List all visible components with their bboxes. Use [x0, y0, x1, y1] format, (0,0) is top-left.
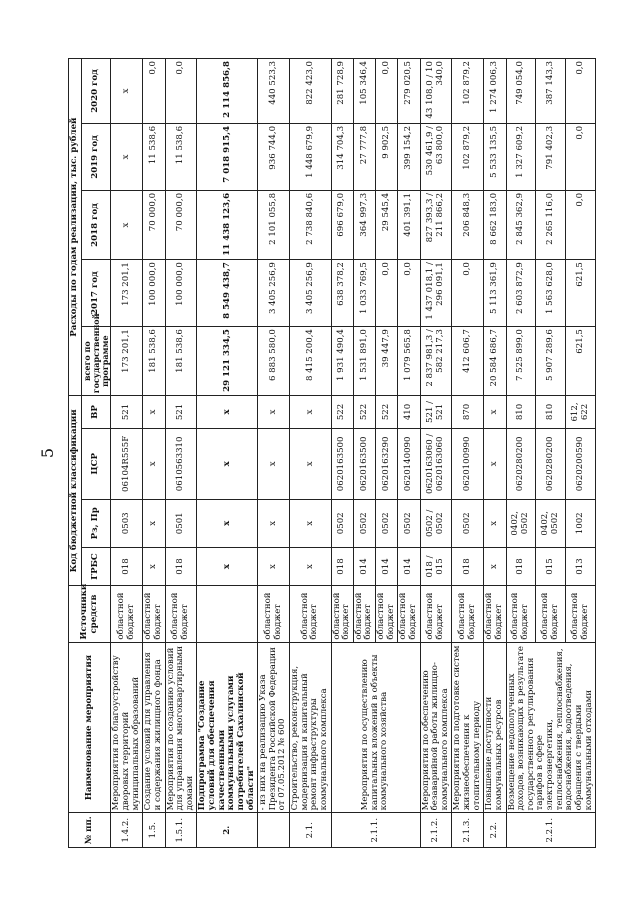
cell-rz: х	[197, 499, 258, 547]
cell-2019: 11 538,6	[143, 123, 165, 190]
cell-source: областной бюджет	[452, 585, 484, 641]
cell-vr: х	[258, 395, 290, 427]
cell-grbs: 018	[331, 547, 353, 586]
cell-2020: 2 114 856,8	[197, 58, 258, 123]
cell-vr: 810	[536, 395, 566, 427]
cell-vr: 870	[452, 395, 484, 427]
cell-grbs: х	[143, 547, 165, 586]
cell-rz: 0402, 0502	[536, 499, 566, 547]
cell-2020: 0,0	[566, 58, 596, 123]
cell-vr: х	[290, 395, 332, 427]
cell-num: 1.5.1.	[165, 812, 197, 847]
header-vr: ВР	[81, 395, 111, 427]
header-budget-code: Код бюджетной классификации	[69, 395, 82, 585]
cell-vr: 521 / 521	[420, 395, 452, 427]
cell-vr: 410	[398, 395, 420, 427]
cell-csr: х	[258, 428, 290, 499]
rotated-content	[38, 58, 594, 848]
cell-2017: 5 113 361,9	[484, 259, 506, 326]
cell-total: 181 538,6	[165, 326, 197, 395]
table-row	[290, 58, 332, 847]
cell-rz: 0502	[331, 499, 353, 547]
table-row	[258, 58, 290, 847]
cell-2018: 2 738 840,6	[290, 190, 332, 259]
cell-num	[258, 812, 290, 847]
cell-2017: 1 563 628,0	[536, 259, 566, 326]
cell-source: областной бюджет	[376, 585, 398, 641]
cell-vr: х	[143, 395, 165, 427]
cell-grbs: х	[290, 547, 332, 586]
cell-num: 1.4.2.	[111, 812, 143, 847]
table-row-subprogram	[197, 58, 258, 847]
cell-num: 2.1.3.	[452, 812, 484, 847]
cell-2017: 0,0	[376, 259, 398, 326]
cell-rz: х	[258, 499, 290, 547]
cell-2019: 0,0	[566, 123, 596, 190]
cell-grbs: х	[484, 547, 506, 586]
cell-csr: 0620100990	[452, 428, 484, 499]
cell-total: 181 538,6	[143, 326, 165, 395]
cell-source: областной бюджет	[536, 585, 566, 641]
cell-rz: 1002	[566, 499, 596, 547]
cell-num: 2.1.	[290, 812, 332, 847]
cell-source: областной бюджет	[143, 585, 165, 641]
cell-2019: 399 154,2	[398, 123, 420, 190]
cell-2019: 11 538,6	[165, 123, 197, 190]
cell-num: 2.2.	[484, 812, 506, 847]
cell-total: 1 079 565,8	[398, 326, 420, 395]
cell-name: Мероприятия по осуществлению капитальных вложений в объекты коммунального хозяйства	[331, 642, 420, 813]
cell-2018: 11 438 123,6	[197, 190, 258, 259]
cell-rz: 0503	[111, 499, 143, 547]
table-row	[165, 58, 197, 847]
cell-csr: 0620163060 / 0620163060	[420, 428, 452, 499]
cell-2020: 440 523,3	[258, 58, 290, 123]
cell-2018: 70 000,0	[165, 190, 197, 259]
cell-2018: 0,0	[566, 190, 596, 259]
cell-source: областной бюджет	[484, 585, 506, 641]
cell-2018: 364 997,3	[353, 190, 375, 259]
cell-csr: 0620163500	[331, 428, 353, 499]
header-sources: Источники средств	[69, 585, 111, 641]
cell-name: Создание условий для управления и содержания жилищного фонда	[143, 642, 165, 813]
cell-vr: 521	[165, 395, 197, 427]
cell-source	[197, 585, 258, 641]
cell-csr: 0620280200	[536, 428, 566, 499]
cell-2017: 100 000,0	[143, 259, 165, 326]
cell-name: Мероприятия по благоустройству дворовых территорий муниципальных образований	[111, 642, 143, 813]
cell-rz: 0502	[376, 499, 398, 547]
header-2018: 2018 год	[81, 190, 111, 259]
cell-num: 2.1.2.	[420, 812, 452, 847]
cell-name: Мероприятия по созданию условий для управления многоквартирными домами	[165, 642, 197, 813]
cell-2019: 1 327 609,2	[506, 123, 536, 190]
page-number: 5	[38, 447, 57, 458]
header-name: Наименование мероприятия	[69, 642, 111, 813]
header-expenses: Расходы по годам реализации, тыс. рублей	[69, 58, 82, 395]
cell-2020: 749 054,0	[506, 58, 536, 123]
cell-2020: 1 274 006,3	[484, 58, 506, 123]
header-2020: 2020 год	[81, 58, 111, 123]
cell-2017: 8 549 438,7	[197, 259, 258, 326]
cell-total: 5 907 289,6	[536, 326, 566, 395]
header-rz: Рз, Пр	[81, 499, 111, 547]
cell-2020: 0,0	[165, 58, 197, 123]
cell-2019: 7 018 915,4	[197, 123, 258, 190]
cell-2018: 827 393,3 / 211 866,2	[420, 190, 452, 259]
cell-2019: 9 902,5	[376, 123, 398, 190]
cell-csr: х	[484, 428, 506, 499]
cell-total: 7 525 899,0	[506, 326, 536, 395]
cell-grbs: 013	[566, 547, 596, 586]
cell-rz: х	[484, 499, 506, 547]
cell-2019: 936 744,0	[258, 123, 290, 190]
cell-total: 6 883 580,0	[258, 326, 290, 395]
cell-rz: 0502	[398, 499, 420, 547]
cell-rz: 0502 / 0502	[420, 499, 452, 547]
cell-csr: 0620163290	[376, 428, 398, 499]
cell-2019: 530 461,9 / 63 800,0	[420, 123, 452, 190]
cell-total: 20 584 686,7	[484, 326, 506, 395]
cell-vr: 521	[111, 395, 143, 427]
cell-num: 2.1.1.	[331, 812, 420, 847]
cell-vr: 522	[331, 395, 353, 427]
cell-grbs: 018	[506, 547, 536, 586]
table-row	[484, 58, 506, 847]
cell-csr: х	[197, 428, 258, 499]
cell-rz: 0402, 0502	[506, 499, 536, 547]
cell-total: 2 837 981,3 / 582 217,3	[420, 326, 452, 395]
cell-grbs: х	[258, 547, 290, 586]
cell-grbs: 018	[165, 547, 197, 586]
cell-total: 173 201,1	[111, 326, 143, 395]
cell-name: Возмещение недополученных доходов, возникающих в результате государственного регулирования тарифов в сфере электроэнергетики, теплоснабжения, теплоснабжения, водоснабжения, водоотведения, обращения с твердыми коммунальными отходами	[506, 642, 596, 813]
cell-name: Мероприятия по обеспечению безаварийной работы жилищно-коммунального комплекса	[420, 642, 452, 813]
cell-2017: 1 437 018,1 / 296 091,1	[420, 259, 452, 326]
cell-source: областной бюджет	[258, 585, 290, 641]
cell-2018: 8 662 183,0	[484, 190, 506, 259]
cell-csr: х	[143, 428, 165, 499]
cell-vr: 522	[376, 395, 398, 427]
cell-2020: 43 108,0 / 10 340,0	[420, 58, 452, 123]
cell-rz: 0502	[353, 499, 375, 547]
cell-source: областной бюджет	[290, 585, 332, 641]
cell-2017: 1 033 769,5	[353, 259, 375, 326]
cell-grbs: 014	[398, 547, 420, 586]
cell-2019: 791 402,3	[536, 123, 566, 190]
cell-csr: х	[290, 428, 332, 499]
cell-source: областной бюджет	[165, 585, 197, 641]
cell-grbs: 014	[376, 547, 398, 586]
cell-2017: 621,5	[566, 259, 596, 326]
cell-csr: 0620200590	[566, 428, 596, 499]
cell-total: 8 415 200,4	[290, 326, 332, 395]
cell-2020: 0,0	[143, 58, 165, 123]
cell-csr: 0610563310	[165, 428, 197, 499]
cell-total: 412 606,7	[452, 326, 484, 395]
cell-rz: 0502	[452, 499, 484, 547]
cell-2017: 3 405 256,9	[290, 259, 332, 326]
cell-2018: 29 545,4	[376, 190, 398, 259]
cell-vr: 810	[506, 395, 536, 427]
cell-2020: 0,0	[376, 58, 398, 123]
cell-2017: 173 201,1	[111, 259, 143, 326]
cell-2020: 102 879,2	[452, 58, 484, 123]
table-row	[143, 58, 165, 847]
cell-source: областной бюджет	[331, 585, 353, 641]
cell-2017: 0,0	[452, 259, 484, 326]
cell-2019: 27 777,8	[353, 123, 375, 190]
cell-name: Подпрограмма "Создание условий для обеспечения качественными коммунальными услугами потребителей Сахалинской области"	[197, 642, 258, 813]
cell-2019: 1 448 679,9	[290, 123, 332, 190]
cell-2018: 70 000,0	[143, 190, 165, 259]
cell-total: 621,5	[566, 326, 596, 395]
cell-2019: 5 533 135,5	[484, 123, 506, 190]
cell-2018: 2 845 362,9	[506, 190, 536, 259]
cell-grbs: 018	[452, 547, 484, 586]
cell-source: областной бюджет	[566, 585, 596, 641]
cell-name: - из них на реализацию Указа Президента Российской Федерации от 07.05.2012 № 600	[258, 642, 290, 813]
cell-2018: 401 391,1	[398, 190, 420, 259]
header-grbs: ГРБС	[81, 547, 111, 586]
cell-num: 2.	[197, 812, 258, 847]
cell-grbs: 014	[353, 547, 375, 586]
cell-num: 2.2.1.	[506, 812, 596, 847]
cell-2017: 2 603 872,9	[506, 259, 536, 326]
cell-source: областной бюджет	[111, 585, 143, 641]
cell-rz: х	[290, 499, 332, 547]
cell-2018: 2 101 055,8	[258, 190, 290, 259]
cell-2020: 105 346,4	[353, 58, 375, 123]
cell-source: областной бюджет	[420, 585, 452, 641]
cell-csr: 06104R555F	[111, 428, 143, 499]
header-num: № пп.	[69, 812, 111, 847]
cell-2017: 3 405 256,9	[258, 259, 290, 326]
table-row	[452, 58, 484, 847]
cell-2020: 281 728,9	[331, 58, 353, 123]
cell-name: Повышение доступности коммунальных ресурсов	[484, 642, 506, 813]
header-2017: 2017 год	[81, 259, 111, 326]
cell-rz: х	[143, 499, 165, 547]
cell-2020: 279 020,5	[398, 58, 420, 123]
cell-rz: 0501	[165, 499, 197, 547]
table-row	[506, 58, 536, 847]
cell-2020: 822 423,0	[290, 58, 332, 123]
cell-vr: х	[484, 395, 506, 427]
cell-2019: х	[111, 123, 143, 190]
cell-2018: 206 848,3	[452, 190, 484, 259]
cell-total: 1 931 490,4	[331, 326, 353, 395]
cell-name: Мероприятия по подготовке систем жизнеобеспечения к отопительному периоду	[452, 642, 484, 813]
budget-table	[68, 58, 596, 848]
cell-2019: 102 879,2	[452, 123, 484, 190]
cell-csr: 0620163500	[353, 428, 375, 499]
cell-2018: 2 265 116,0	[536, 190, 566, 259]
cell-csr: 0620140090	[398, 428, 420, 499]
cell-grbs: 018 / 015	[420, 547, 452, 586]
cell-2017: 100 000,0	[165, 259, 197, 326]
cell-2017: 638 378,2	[331, 259, 353, 326]
cell-csr: 0620280200	[506, 428, 536, 499]
cell-2019: 314 704,3	[331, 123, 353, 190]
table-row	[420, 58, 452, 847]
cell-grbs: х	[197, 547, 258, 586]
cell-grbs: 018	[111, 547, 143, 586]
cell-name: Строительство, реконструкция, модернизация и капитальный ремонт инфраструктуры коммунального комплекса	[290, 642, 332, 813]
cell-vr: 522	[353, 395, 375, 427]
header-csr: ЦСР	[81, 428, 111, 499]
cell-total: 1 531 891,0	[353, 326, 375, 395]
cell-source: областной бюджет	[506, 585, 536, 641]
cell-source: областной бюджет	[353, 585, 375, 641]
table-row	[111, 58, 143, 847]
cell-vr: 612, 622	[566, 395, 596, 427]
cell-2020: 387 143,3	[536, 58, 566, 123]
cell-grbs: 015	[536, 547, 566, 586]
cell-2017: 0,0	[398, 259, 420, 326]
cell-num: 1.5.	[143, 812, 165, 847]
cell-2020: х	[111, 58, 143, 123]
cell-source: областной бюджет	[398, 585, 420, 641]
cell-vr: х	[197, 395, 258, 427]
header-total: всего по государственной программе	[81, 326, 111, 395]
cell-total: 29 121 334,5	[197, 326, 258, 395]
table-row	[331, 58, 353, 847]
header-2019: 2019 год	[81, 123, 111, 190]
cell-2018: х	[111, 190, 143, 259]
cell-2018: 696 679,0	[331, 190, 353, 259]
cell-total: 39 447,9	[376, 326, 398, 395]
